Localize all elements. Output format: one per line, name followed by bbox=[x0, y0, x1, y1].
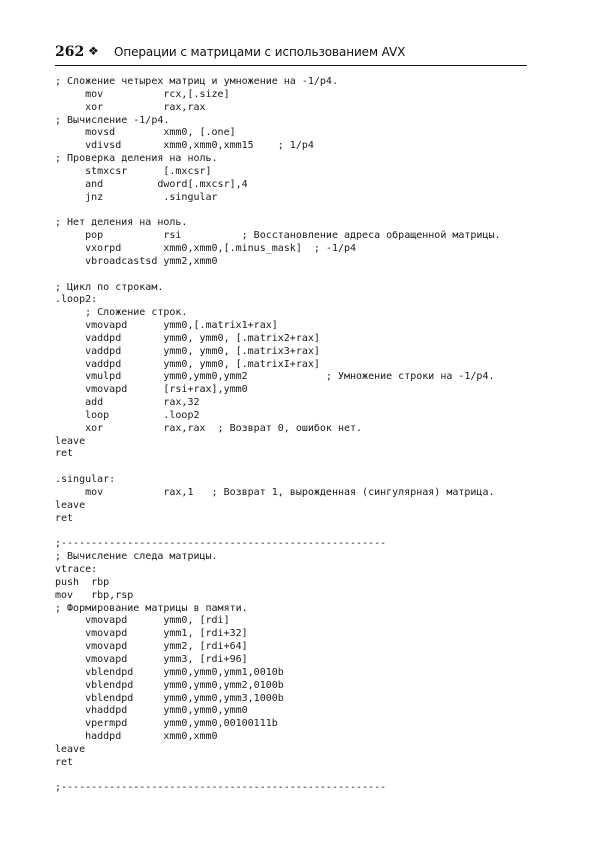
code-line: leave bbox=[55, 499, 86, 511]
chapter-title: Операции с матрицами с использованием AVX bbox=[114, 45, 406, 59]
code-line: leave bbox=[55, 435, 86, 447]
code-line: vmulpd ymm0,ymm0,ymm2 ; Умножение строки на -1/p4. bbox=[55, 371, 495, 383]
code-line: mov rbp,rsp bbox=[55, 589, 134, 601]
code-line: ;------------------------------------------------------ bbox=[55, 538, 387, 550]
ornament-icon: ❖ bbox=[88, 44, 99, 58]
code-line: ; Вычисление -1/p4. bbox=[55, 114, 170, 126]
code-line: ; Проверка деления на ноль. bbox=[55, 153, 218, 165]
header-rule bbox=[55, 65, 527, 66]
code-line: and dword[.mxcsr],4 bbox=[55, 178, 248, 190]
code-line: vtrace: bbox=[55, 564, 98, 576]
code-line: vaddpd ymm0, ymm0, [.matrix3+rax] bbox=[55, 345, 320, 357]
code-line bbox=[55, 204, 535, 217]
code-line: ; Цикл по строкам. bbox=[55, 281, 164, 293]
code-line: vmovapd [rsi+rax],ymm0 bbox=[55, 384, 248, 396]
code-line: vblendpd ymm0,ymm0,ymm1,0010b bbox=[55, 666, 284, 678]
code-line: mov rcx,[.size] bbox=[55, 88, 230, 100]
code-line: ret bbox=[55, 448, 74, 460]
code-line: .singular: bbox=[55, 474, 116, 486]
code-line: vblendpd ymm0,ymm0,ymm2,0100b bbox=[55, 679, 284, 691]
code-line: vxorpd xmm0,xmm0,[.minus_mask] ; -1/p4 bbox=[55, 242, 357, 254]
code-line: vmovapd ymm1, [rdi+32] bbox=[55, 628, 248, 640]
page-number: 262 bbox=[55, 44, 85, 60]
code-line: jnz .singular bbox=[55, 191, 218, 203]
code-line: vmovapd ymm3, [rdi+96] bbox=[55, 653, 248, 665]
code-line bbox=[55, 461, 535, 474]
code-line: loop .loop2 bbox=[55, 409, 200, 421]
code-line: push rbp bbox=[55, 576, 110, 588]
code-line bbox=[55, 269, 535, 282]
code-line: mov rax,1 ; Возврат 1, вырожденная (сингулярная) матрица. bbox=[55, 487, 495, 498]
code-line: ; Вычисление следа матрицы. bbox=[55, 551, 218, 563]
code-line: vaddpd ymm0, ymm0, [.matrix2+rax] bbox=[55, 332, 320, 344]
code-line: vmovapd ymm0,[.matrix1+rax] bbox=[55, 320, 278, 332]
code-line: ; Нет деления на ноль. bbox=[55, 217, 188, 229]
code-line: vpermpd ymm0,ymm0,00100111b bbox=[55, 718, 278, 730]
code-line: ; Формирование матрицы в памяти. bbox=[55, 602, 248, 614]
code-line: ;------------------------------------------------------ bbox=[55, 782, 387, 794]
code-line: vdivsd xmm0,xmm0,xmm15 ; 1/p4 bbox=[55, 140, 314, 152]
code-line bbox=[55, 770, 535, 783]
code-line: pop rsi ; Восстановление адреса обращенной матрицы. bbox=[55, 230, 501, 242]
running-header bbox=[55, 44, 527, 64]
code-line: vbroadcastsd ymm2,xmm0 bbox=[55, 255, 218, 267]
code-line: ; Сложение строк. bbox=[55, 307, 188, 319]
code-line: xor rax,rax ; Возврат 0, ошибок нет. bbox=[55, 422, 363, 434]
code-line: ret bbox=[55, 756, 74, 768]
code-line bbox=[55, 526, 535, 539]
code-line: movsd xmm0, [.one] bbox=[55, 127, 236, 139]
code-line: xor rax,rax bbox=[55, 101, 206, 113]
code-line: vmovapd ymm0, [rdi] bbox=[55, 615, 230, 627]
code-line: vmovapd ymm2, [rdi+64] bbox=[55, 641, 248, 653]
code-line: leave bbox=[55, 743, 86, 755]
code-line: vblendpd ymm0,ymm0,ymm3,1000b bbox=[55, 692, 284, 704]
code-line: ; Сложение четырех матриц и умножение на -1/p4. bbox=[55, 76, 338, 87]
code-line: ret bbox=[55, 512, 74, 524]
code-line: stmxcsr [.mxcsr] bbox=[55, 165, 212, 177]
code-line: add rax,32 bbox=[55, 397, 200, 409]
code-line: haddpd xmm0,xmm0 bbox=[55, 731, 218, 743]
code-line: vhaddpd ymm0,ymm0,ymm0 bbox=[55, 705, 248, 717]
code-line: .loop2: bbox=[55, 294, 98, 306]
code-line: vaddpd ymm0, ymm0, [.matrixI+rax] bbox=[55, 358, 320, 370]
code-listing bbox=[55, 76, 535, 795]
